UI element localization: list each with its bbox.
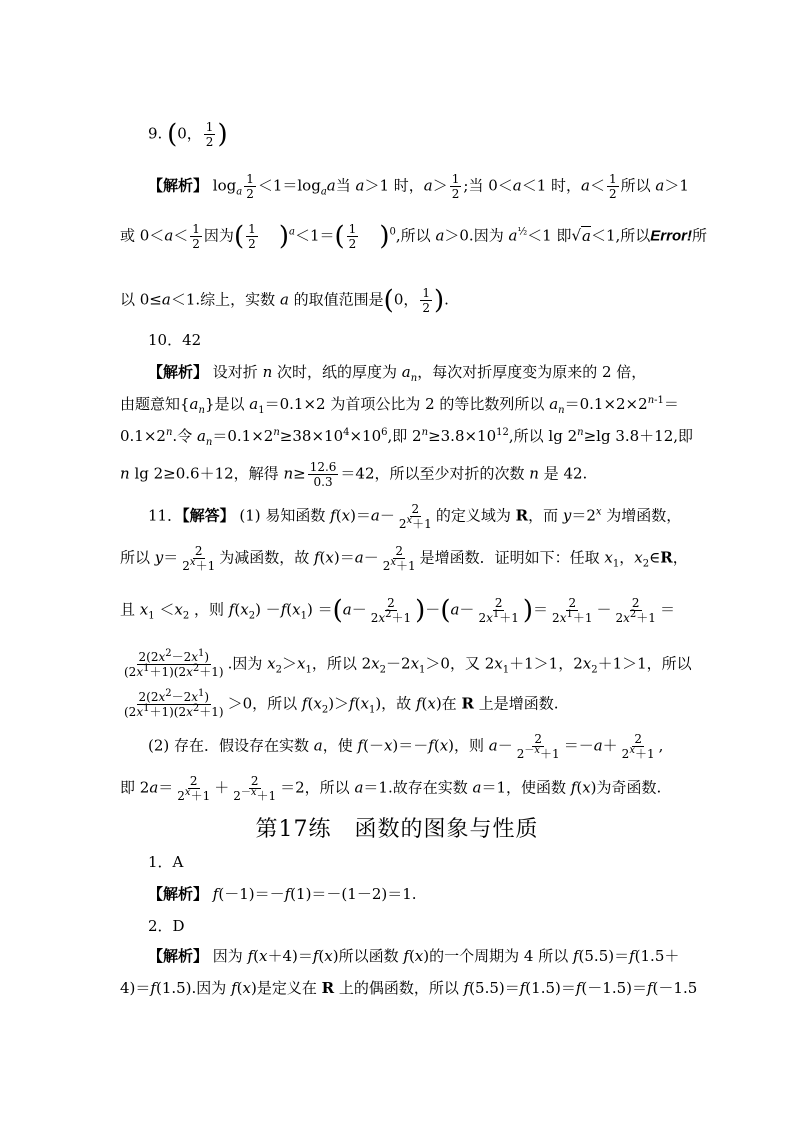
- s1-answer: 1．A: [148, 853, 184, 871]
- q11-line7: 即 2a＝ $\frac{2}{2^x+1}$ ＋ $\frac{2}{2^{-x}+1}$ ＝2，所以 a＝1.故存在实数 a＝1，使函数 f(x)为奇函数.: [120, 774, 662, 803]
- q9-answer: 9. (0， $\frac{1}{2}$ ): [148, 119, 228, 150]
- q11-line1: 11．【解答】 (1) 易知函数 f(x)＝a－ $\frac{2}{2^x+1}$ 的定义域为 R，而 $y=2^x$ 为增函数，: [148, 502, 682, 531]
- q10-analysis-line2: 由题意知$\{a_n\}$是以 $a_1=0.1\times 2$ 为首项公比为 2 的等比数列所以 $a_n=0.1\times 2\times 2^{n-1}=$: [120, 395, 679, 416]
- frac-denominator: 0.3: [313, 475, 333, 489]
- answer-label: 【解答】: [182, 506, 235, 525]
- s2-answer: 2．D: [148, 917, 185, 935]
- q9-analysis-line1: 【解析】 $\log_a$ $\frac{1}{2}$ $<1=\log_aa$当 a＞1 时，a＞ $\frac{1}{2}$ ;当 0＜a＜1 时，a＜ $\frac{1}{2}$ 所以 a＞1: [148, 172, 689, 201]
- q10-analysis-line4: n lg 2≥0.6＋12，解得 n≥ $\frac{12.6}{0.3}$ ＝42，所以至少对折的次数 n 是 42.: [120, 460, 588, 489]
- q10-analysis-line3: $0.1\times 2^n$.令 $a_n=0.1\times 2^n\ge 38\times 10^4\times 10^6$,即 $2^n\ge 3.8\times 10^{12}$,所以 $\lg 2^n\ge\lg$ 3.8＋12,即: [120, 427, 694, 448]
- q9-number: 9.: [148, 124, 163, 143]
- section-title: 第17练 函数的图象与性质: [255, 817, 539, 842]
- q10-answer: 10．42: [148, 331, 202, 349]
- q10-analysis-line1: 【解析】 设对折 n 次时，纸的厚度为 $a_n$，每次对折厚度变为原来的 2 倍，: [148, 363, 647, 384]
- q11-line2: 所以 y＝ $\frac{2}{2^x+1}$ 为减函数，故 f(x)＝a－ $\frac{2}{2^x+1}$ 是增函数．证明如下：任取 $x_1$，$x_2\in R$，: [120, 544, 688, 573]
- q11-line4: $\frac{2(2x^2-2x^1)}{(2x^1+1)(2x^2+1)}$ .因为 $x_2>x_1$，所以 $2x_2-2x_1>0$，又 $2x_1+1>1$，$2x_2+1>1$，所以: [124, 648, 692, 679]
- s2-analysis-line1: 【解析】 因为 f(x＋4)＝f(x)所以函数 f(x)的一个周期为 4 所以 f(5.5)＝f(1.5＋: [148, 947, 680, 965]
- q11-line6: (2) 存在．假设存在实数 a，使 f(－x)＝－f(x)，则 a－ $\frac{2}{2^{-x}+1}$ ＝－a＋ $\frac{2}{2^x+1}$ ,: [148, 732, 664, 761]
- q11-line3: 且 $x_1 <x_2$ ，则 $f(x_2) -f(x_1) =(a-$ $\frac{2}{2x^2+1}$ )－(a－ $\frac{2}{2x^1+1}$ )＝ $\frac{2}{2x^1+1}$ － $\frac{2}{2x^2+1}$ ＝: [120, 595, 675, 626]
- q9-analysis-line2: 或 0＜a＜ $\frac{1}{2}$ 因为( $\frac{1}{2}$ )$^a$＜1＝( $\frac{1}{2}$ )$^0$,所以 a＞0.因为 $a^{\frac{1}{2}}<1$ 即√a＜1,所以Error!所: [120, 221, 707, 252]
- q9-analysis-line3: 以 0≤a＜1.综上，实数 a 的取值范围是(0， $\frac{1}{2}$ ).: [120, 285, 449, 316]
- s1-analysis: 【解析】 f(－1)＝－f(1)＝－(1－2)＝1.: [148, 885, 417, 903]
- error-text: Error!: [650, 227, 692, 245]
- s2-analysis-line2: 4)＝f(1.5).因为 f(x)是定义在 R 上的偶函数，所以 f(5.5)＝f(1.5)＝f(－1.5)＝f(－1.5: [120, 979, 698, 997]
- frac-numerator: 12.6: [309, 460, 337, 474]
- analysis-label: 【解析】: [148, 176, 209, 195]
- q11-line5: $\frac{2(2x^2-2x^1)}{(2x^1+1)(2x^2+1)}$ ＞0，所以 $f(x_2)>f(x_1)$，故 f(x)在 R 上是增函数.: [124, 688, 559, 719]
